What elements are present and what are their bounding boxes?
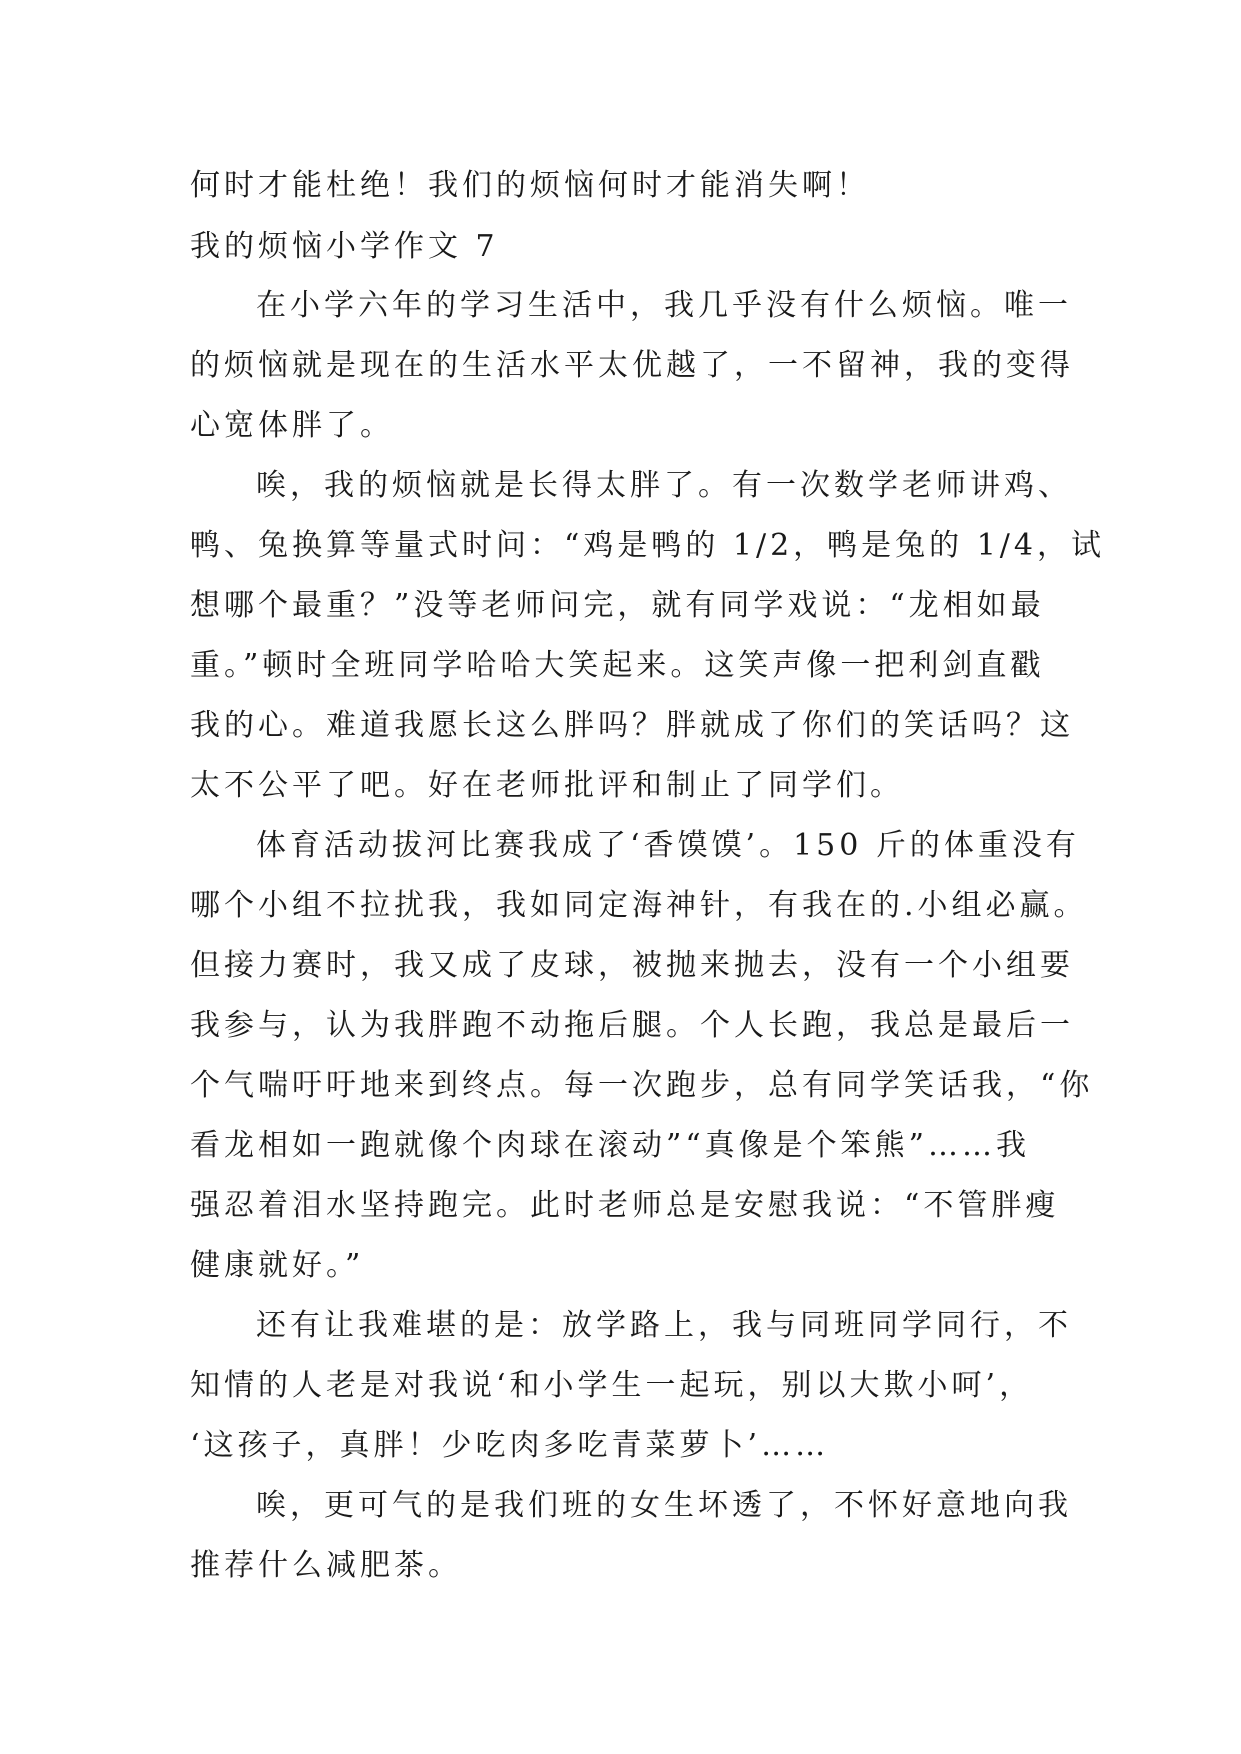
paragraph-line: 鸭、兔换算等量式时问：“鸡是鸭的 1/2，鸭是兔的 1/4，试	[190, 528, 1105, 563]
paragraph-line: 想哪个最重？”没等老师问完，就有同学戏说：“龙相如最	[190, 588, 1045, 623]
paragraph-line: 的烦恼就是现在的生活水平太优越了，一不留神，我的变得	[190, 348, 1074, 383]
essay-title: 我的烦恼小学作文 7	[190, 229, 499, 264]
paragraph-line: 唉，我的烦恼就是长得太胖了。有一次数学老师讲鸡、	[256, 468, 1072, 503]
paragraph-line: 我的心。难道我愿长这么胖吗？胖就成了你们的笑话吗？这	[190, 708, 1074, 743]
paragraph-line: 在小学六年的学习生活中，我几乎没有什么烦恼。唯一	[256, 288, 1072, 323]
paragraph-line: 推荐什么减肥茶。	[190, 1548, 462, 1583]
paragraph-line: 强忍着泪水坚持跑完。此时老师总是安慰我说：“不管胖瘦	[190, 1188, 1060, 1223]
paragraph-line: 体育活动拔河比赛我成了‘香馍馍’。150 斤的体重没有	[256, 828, 1080, 863]
paragraph-line: 唉，更可气的是我们班的女生坏透了，不怀好意地向我	[256, 1488, 1072, 1523]
paragraph-line: 我参与，认为我胖跑不动拖后腿。个人长跑，我总是最后一	[190, 1008, 1074, 1043]
paragraph-line: 还有让我难堪的是：放学路上，我与同班同学同行，不	[256, 1308, 1072, 1343]
paragraph-line: ‘这孩子，真胖！少吃肉多吃青菜萝卜’……	[190, 1428, 830, 1463]
paragraph-line: 知情的人老是对我说‘和小学生一起玩，别以大欺小呵’，	[190, 1368, 1034, 1403]
paragraph-line: 健康就好。”	[190, 1248, 365, 1283]
paragraph-line: 太不公平了吧。好在老师批评和制止了同学们。	[190, 768, 904, 803]
paragraph-line: 看龙相如一跑就像个肉球在滚动”“真像是个笨熊”……我	[190, 1128, 1031, 1163]
paragraph-line: 心宽体胖了。	[190, 408, 394, 443]
paragraph-line: 哪个小组不拉扰我，我如同定海神针，有我在的.小组必赢。	[190, 888, 1088, 923]
paragraph-line: 重。”顿时全班同学哈哈大笑起来。这笑声像一把利剑直戳	[190, 648, 1045, 683]
paragraph-line: 个气喘吁吁地来到终点。每一次跑步，总有同学笑话我，“你	[190, 1068, 1094, 1103]
text-line: 何时才能杜绝！我们的烦恼何时才能消失啊！	[190, 168, 870, 203]
paragraph-line: 但接力赛时，我又成了皮球，被抛来抛去，没有一个小组要	[190, 948, 1074, 983]
